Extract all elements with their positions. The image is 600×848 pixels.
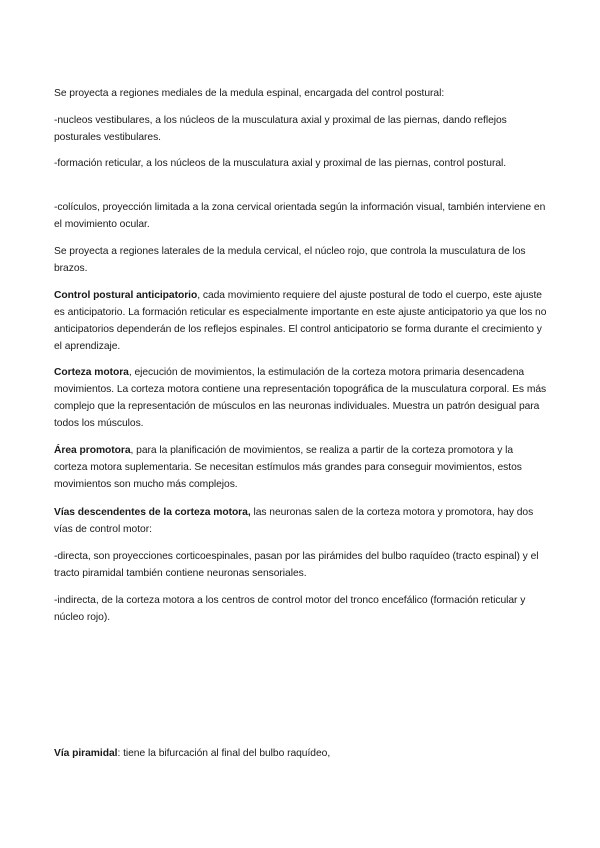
- paragraph-heading: Vías descendentes de la corteza motora,: [54, 507, 251, 518]
- paragraph-vestibular-nuclei: [54, 112, 548, 146]
- paragraph-motor-cortex: [54, 364, 548, 432]
- paragraph-reticular-formation: [54, 155, 548, 172]
- paragraph-heading: Corteza motora: [54, 367, 129, 378]
- paragraph-descending-pathways: [54, 504, 548, 538]
- paragraph-text: , para la planificación de movimientos, se realiza a partir de la corteza promotora y la corteza motora suplementaria. Se necesitan estímulos más grandes para conseguir movimientos, estos movimientos son mucho más complejos.: [54, 445, 522, 490]
- paragraph-colliculi: [54, 199, 548, 233]
- paragraph-text: , cada movimiento requiere del ajuste postural de todo el cuerpo, este ajuste es anticipatorio. La formación reticular es especialmente importante en este ajuste anticipatorio ya que los no anticipatorios dependerán de los reflejos espinales. El control anticipatorio se forma durante el crecimiento y el aprendizaje.: [54, 290, 547, 352]
- paragraph-text: , ejecución de movimientos, la estimulación de la corteza motora primaria desencadena movimientos. La corteza motora contiene una representación topográfica de la musculatura corporal. Es más complejo que la representación de músculos en las neuronas individuales. Muestra un patrón desigual para todos los músculos.: [54, 367, 547, 429]
- paragraph-heading: Área promotora: [54, 445, 131, 456]
- paragraph-text: -formación reticular, a los núcleos de la musculatura axial y proximal de las piernas, control postural.: [54, 158, 507, 169]
- paragraph-text: -nucleos vestibulares, a los núcleos de la musculatura axial y proximal de las piernas, dando reflejos posturales vestibulares.: [54, 115, 507, 143]
- paragraph-premotor-area: [54, 442, 548, 493]
- paragraph-heading: Vía piramidal: [54, 748, 118, 759]
- paragraph-text: -colículos, proyección limitada a la zona cervical orientada según la información visual, también interviene en el movimiento ocular.: [54, 202, 546, 230]
- paragraph-text: Se proyecta a regiones mediales de la medula espinal, encargada del control postural:: [54, 88, 445, 99]
- paragraph-text: -directa, son proyecciones corticoespinales, pasan por las pirámides del bulbo raquídeo (tracto espinal) y el tracto piramidal también contiene neuronas sensoriales.: [54, 551, 539, 579]
- paragraph-text: : tiene la bifurcación al final del bulbo raquídeo,: [117, 748, 331, 759]
- paragraph-pyramidal-pathway: [54, 745, 548, 762]
- paragraph-heading: Control postural anticipatorio: [54, 290, 198, 301]
- paragraph-text: Se proyecta a regiones laterales de la medula cervical, el núcleo rojo, que controla la musculatura de los brazos.: [54, 246, 526, 274]
- paragraph-direct-pathway: [54, 548, 548, 582]
- paragraph-lateral-projection: [54, 243, 548, 277]
- paragraph-text: -indirecta, de la corteza motora a los centros de control motor del tronco encefálico (formación reticular y núcleo rojo).: [54, 595, 526, 623]
- paragraph-indirect-pathway: [54, 592, 548, 626]
- paragraph-anticipatory-control: [54, 287, 548, 355]
- paragraph-text: las neuronas salen de la corteza motora y promotora, hay dos vías de control motor:: [54, 507, 534, 535]
- paragraph-medial-projection: [54, 85, 548, 102]
